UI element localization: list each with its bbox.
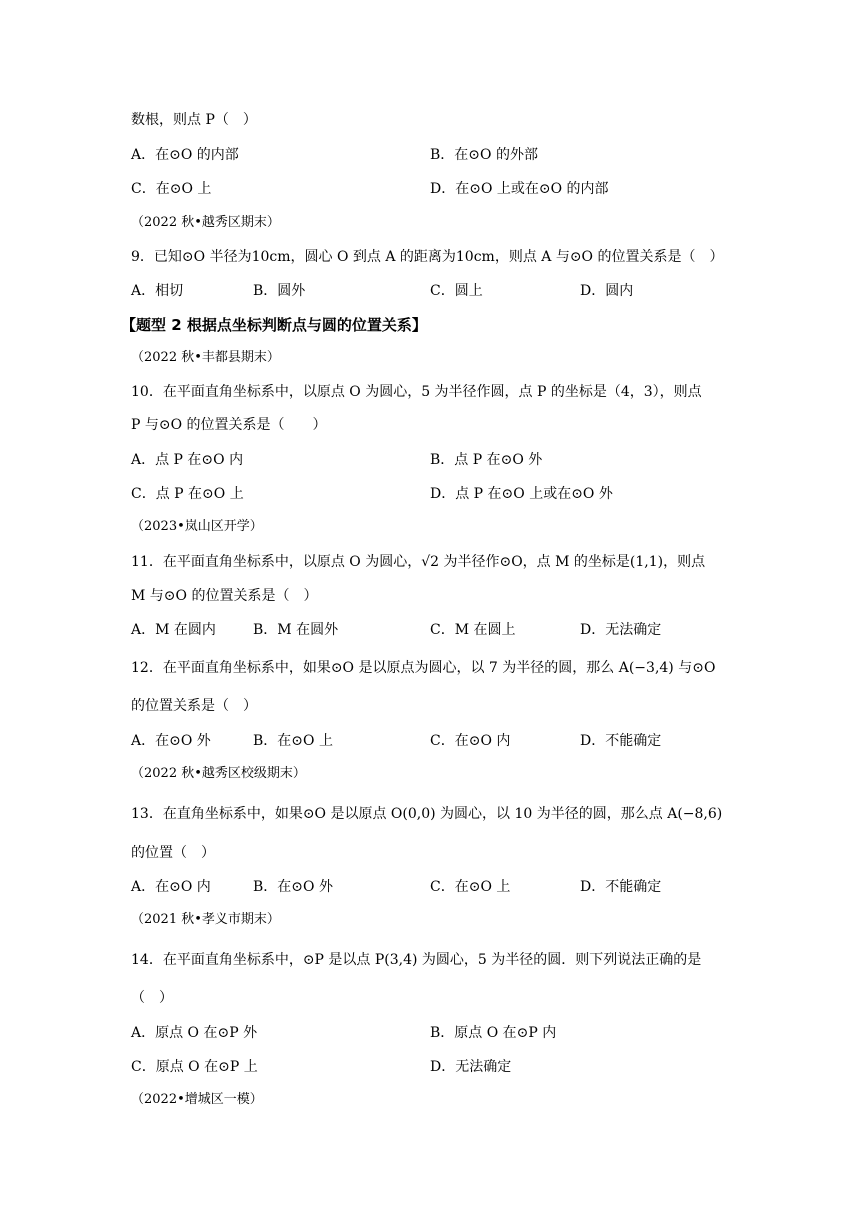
q12-option-b: B．在⊙O 上	[253, 733, 333, 749]
q8-option-d: D．在⊙O 上或在⊙O 的内部	[430, 181, 609, 197]
q12-option-c: C．在⊙O 内	[430, 733, 511, 749]
q14-option-d: D．无法确定	[430, 1059, 512, 1075]
q13-option-b: B．在⊙O 外	[253, 879, 333, 895]
question-10-line-1: 10．在平面直角坐标系中，以原点 O 为圆心，5 为半径作圆，点 P 的坐标是（4，3），则点	[131, 384, 702, 400]
q15-source: （2022•增城区一模）	[131, 1092, 263, 1107]
question-12-line-2: 的位置关系是（ ）	[131, 698, 257, 714]
question-8-continuation: 数根，则点 P（ ）	[131, 112, 257, 128]
q10-option-b: B．点 P 在⊙O 外	[430, 452, 543, 468]
q8-option-c: C．在⊙O 上	[131, 181, 212, 197]
q10-option-a: A．点 P 在⊙O 内	[131, 452, 244, 468]
q14-option-c: C．原点 O 在⊙P 上	[131, 1059, 258, 1075]
q8-option-b: B．在⊙O 的外部	[430, 147, 538, 163]
question-10-line-2: P 与⊙O 的位置关系是（ ）	[131, 417, 327, 433]
question-14-line-1: 14．在平面直角坐标系中，⊙P 是以点 P(3,4) 为圆心，5 为半径的圆．则下列说法正确的是	[131, 952, 702, 968]
q14-source: （2021 秋•孝义市期末）	[131, 912, 280, 927]
q10-option-d: D．点 P 在⊙O 上或在⊙O 外	[430, 486, 613, 502]
question-9: 9．已知⊙O 半径为10cm，圆心 O 到点 A 的距离为10cm，则点 A 与⊙O 的位置关系是（ ）	[131, 249, 724, 265]
q8-option-a: A．在⊙O 的内部	[131, 147, 239, 163]
q13-option-d: D．不能确定	[580, 879, 662, 895]
q13-source: （2022 秋•越秀区校级期末）	[131, 766, 306, 781]
q11-option-b: B．M 在圆外	[253, 622, 339, 638]
q11-source: （2023•岚山区开学）	[131, 519, 263, 534]
q11-option-d: D．无法确定	[580, 622, 662, 638]
q12-option-d: D．不能确定	[580, 733, 662, 749]
q11-option-a: A．M 在圆内	[131, 622, 216, 638]
q13-option-a: A．在⊙O 内	[131, 879, 211, 895]
q10-option-c: C．点 P 在⊙O 上	[131, 486, 244, 502]
q9-option-a: A．相切	[131, 283, 184, 299]
q14-option-b: B．原点 O 在⊙P 内	[430, 1025, 557, 1041]
question-12-line-1: 12．在平面直角坐标系中，如果⊙O 是以原点为圆心，以 7 为半径的圆，那么 A(−3,4) 与⊙O	[131, 660, 716, 676]
q12-option-a: A．在⊙O 外	[131, 733, 211, 749]
q9-option-b: B．圆外	[253, 283, 306, 299]
q10-source: （2022 秋•丰都县期末）	[131, 350, 280, 365]
q13-option-c: C．在⊙O 上	[430, 879, 511, 895]
question-14-line-2: （ ）	[131, 990, 173, 1006]
question-11-line-2: M 与⊙O 的位置关系是（ ）	[131, 588, 318, 604]
q9-source: （2022 秋•越秀区期末）	[131, 215, 280, 230]
question-11-line-1: 11．在平面直角坐标系中，以原点 O 为圆心，√2 为半径作⊙O，点 M 的坐标是(1,1)，则点	[131, 554, 706, 570]
question-13-line-1: 13．在直角坐标系中，如果⊙O 是以原点 O(0,0) 为圆心，以 10 为半径的圆，那么点 A(−8,6)	[131, 806, 723, 822]
question-13-line-2: 的位置（ ）	[131, 845, 215, 861]
q11-option-c: C．M 在圆上	[430, 622, 516, 638]
q9-option-c: C．圆上	[430, 283, 483, 299]
q14-option-a: A．原点 O 在⊙P 外	[131, 1025, 258, 1041]
section-heading: 【题型 2 根据点坐标判断点与圆的位置关系】	[121, 316, 427, 334]
q9-option-d: D．圆内	[580, 283, 634, 299]
